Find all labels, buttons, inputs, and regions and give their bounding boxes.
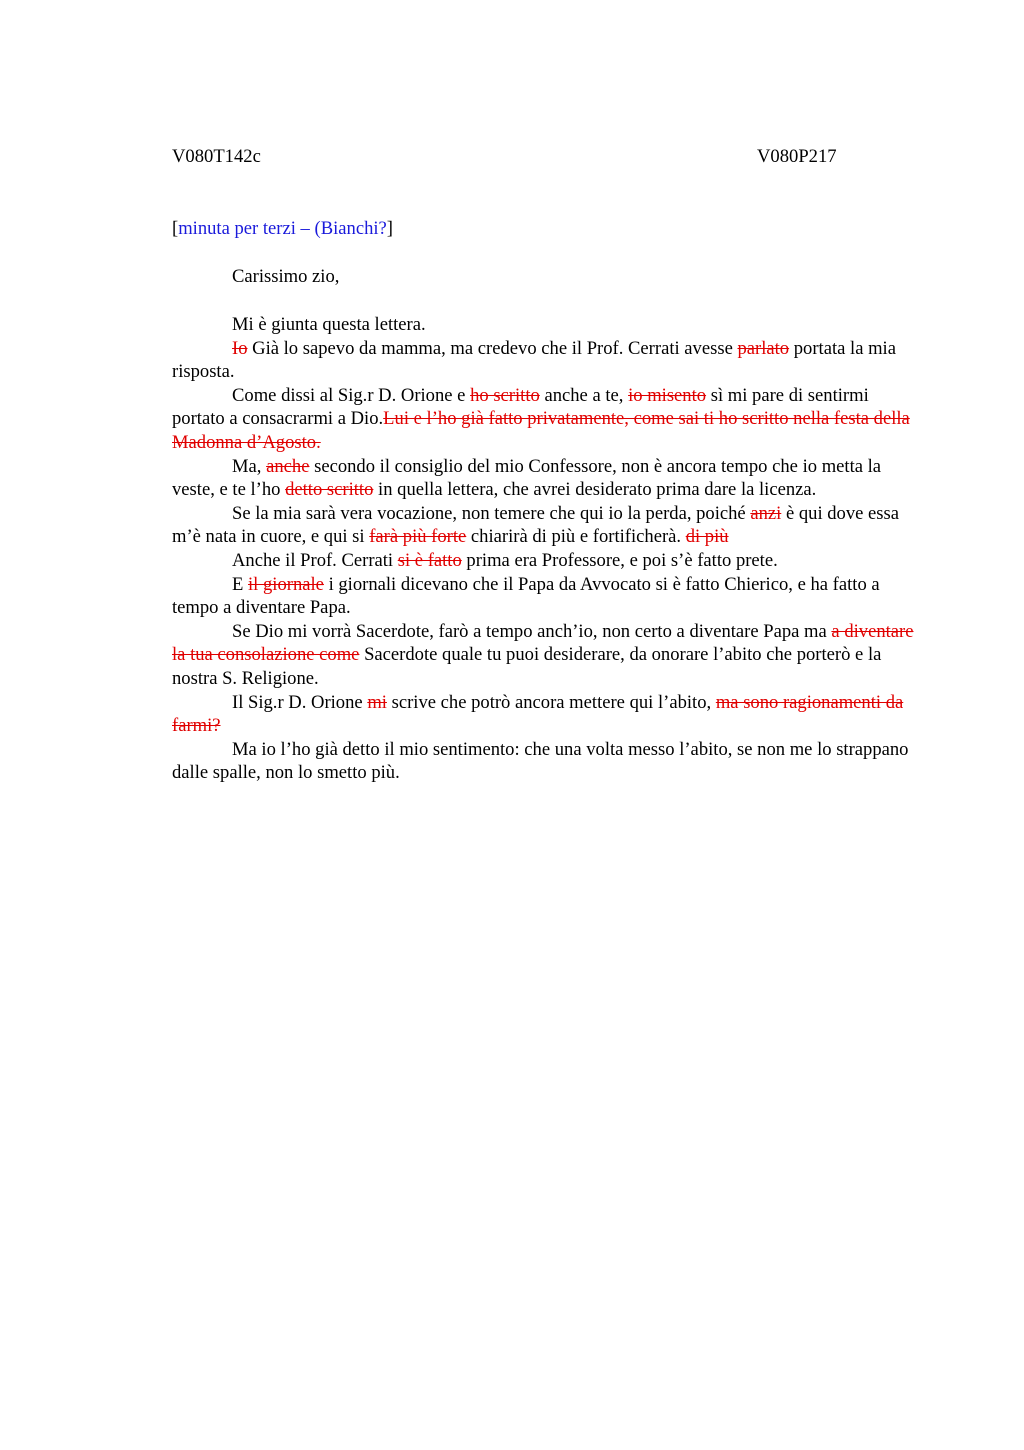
paragraph-text: Ma io l’ho già detto il mio sentimento: che una volta messo l’abito, se non me lo strappano dalle spalle, non lo smetto più. bbox=[172, 738, 909, 784]
deleted-text: anzi bbox=[750, 502, 782, 524]
paragraph-text: Il Sig.r D. Orione bbox=[232, 691, 368, 713]
letter-paragraph bbox=[172, 573, 917, 620]
paragraph-text: i giornali dicevano che il Papa da Avvocato si è fatto Chierico, e ha fatto a tempo a diventare Papa. bbox=[172, 573, 880, 619]
paragraph-text: Sacerdote quale tu puoi desiderare, da onorare l’abito che porterò e la nostra S. Religione. bbox=[172, 644, 882, 689]
note-open-bracket: [ bbox=[172, 218, 179, 239]
deleted-text: ma sono ragionamenti da farmi? bbox=[172, 691, 904, 737]
paragraph-text: chiarirà di più e fortificherà. bbox=[466, 526, 686, 548]
note-close-bracket: ] bbox=[386, 218, 393, 239]
paragraph-text: Se la mia sarà vera vocazione, non temere che qui io la perda, poiché bbox=[232, 502, 751, 524]
deleted-text: il giornale bbox=[248, 573, 324, 595]
paragraph-text: anche a te, bbox=[539, 384, 629, 406]
deleted-text: Io bbox=[232, 337, 248, 359]
letter-paragraph bbox=[172, 313, 917, 337]
paragraph-text: Mi è giunta questa lettera. bbox=[232, 314, 426, 335]
letter-paragraph bbox=[172, 738, 917, 785]
deleted-text: parlato bbox=[737, 337, 790, 359]
deleted-text: mi bbox=[367, 691, 387, 713]
paragraph-text: Se Dio mi vorrà Sacerdote, farò a tempo anch’io, non certo a diventare Papa ma bbox=[232, 620, 832, 642]
letter-body bbox=[172, 313, 917, 785]
paragraph-text: Già lo sapevo da mamma, ma credevo che il Prof. Cerrati avesse bbox=[247, 337, 738, 359]
paragraph-text: secondo il consiglio del mio Confessore, non è ancora tempo che io metta la veste, e te l’ho bbox=[172, 455, 882, 501]
paragraph-text: portata la mia risposta. bbox=[172, 337, 896, 383]
deleted-text: detto scritto bbox=[285, 479, 374, 501]
paragraph-text: prima era Professore, e poi s’è fatto prete. bbox=[461, 549, 778, 571]
letter-paragraph bbox=[172, 455, 917, 502]
deleted-text: a diventare la tua consolazione come bbox=[172, 620, 914, 666]
deleted-text: si è fatto bbox=[397, 549, 462, 571]
editorial-note bbox=[172, 218, 393, 240]
letter-paragraph bbox=[172, 337, 917, 384]
deleted-text: io misento bbox=[628, 384, 707, 406]
document-code-right: V080P217 bbox=[757, 146, 837, 167]
document-code-left: V080T142c bbox=[172, 146, 261, 167]
deleted-text: ho scritto bbox=[470, 384, 540, 406]
paragraph-text: in quella lettera, che avrei desiderato prima dare la licenza. bbox=[373, 479, 817, 501]
letter-paragraph bbox=[172, 502, 917, 549]
letter-paragraph bbox=[172, 691, 917, 738]
deleted-text: farà più forte bbox=[369, 526, 467, 548]
letter-salutation: Carissimo zio, bbox=[232, 266, 340, 287]
deleted-text: Lui e l’ho già fatto privatamente, come sai ti ho scritto nella festa della Madonna d’Agosto. bbox=[172, 408, 910, 453]
letter-paragraph bbox=[172, 384, 917, 455]
letter-paragraph bbox=[172, 549, 917, 573]
paragraph-text: Ma, bbox=[232, 455, 267, 477]
paragraph-text: E bbox=[232, 573, 249, 595]
letter-paragraph bbox=[172, 620, 917, 691]
paragraph-text: scrive che potrò ancora mettere qui l’abito, bbox=[386, 691, 716, 713]
paragraph-text: Come dissi al Sig.r D. Orione e bbox=[232, 384, 471, 406]
deleted-text: di più bbox=[685, 526, 729, 548]
note-text: minuta per terzi – (Bianchi? bbox=[178, 218, 387, 239]
paragraph-text: sì mi pare di sentirmi portato a consacrarmi a Dio. bbox=[172, 384, 869, 430]
paragraph-text: Anche il Prof. Cerrati bbox=[232, 549, 398, 571]
paragraph-text: è qui dove essa m’è nata in cuore, e qui si bbox=[172, 502, 900, 548]
deleted-text: anche bbox=[266, 455, 310, 477]
